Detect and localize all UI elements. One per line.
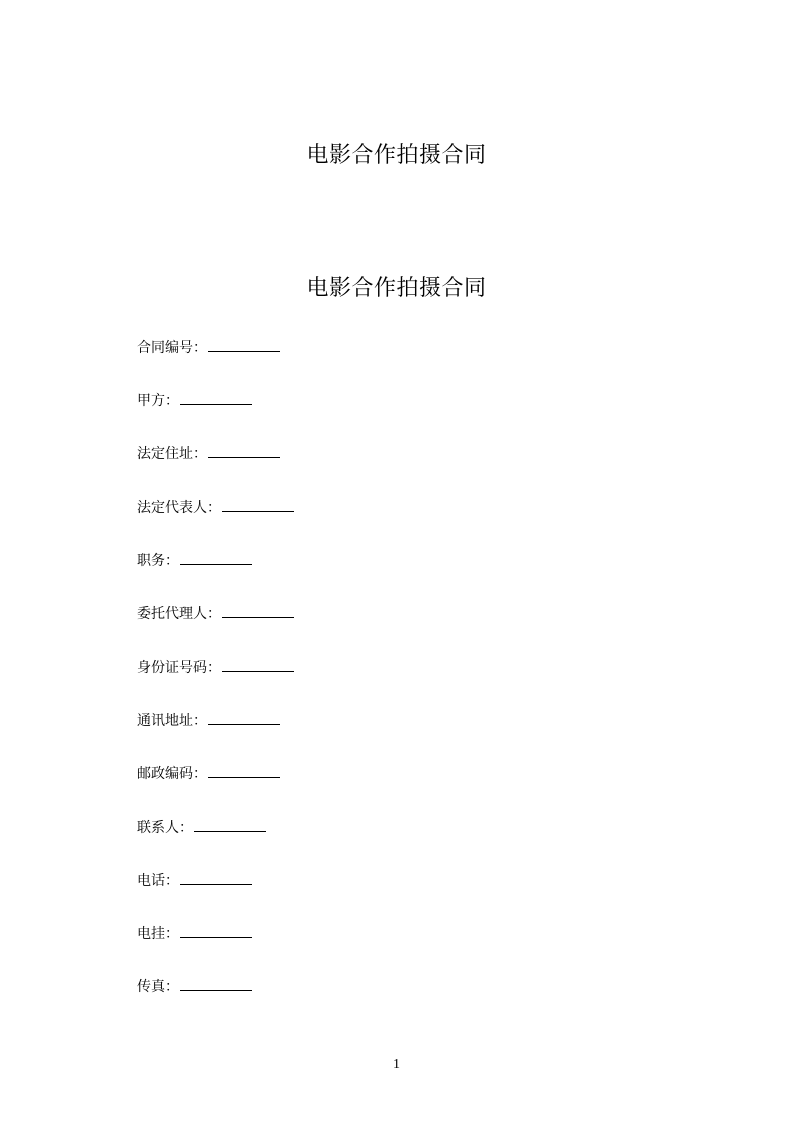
field-telephone bbox=[137, 871, 252, 890]
field-separator: ： bbox=[165, 393, 179, 409]
field-fax bbox=[137, 977, 252, 996]
field-contact-person bbox=[137, 818, 266, 837]
page-number: 1 bbox=[393, 1057, 400, 1072]
field-postal-code bbox=[137, 764, 280, 783]
field-label: 法定代表人 bbox=[137, 500, 207, 516]
document-title: 电影合作拍摄合同 bbox=[306, 276, 487, 301]
field-authorized-agent bbox=[137, 604, 294, 623]
field-label: 法定住址 bbox=[137, 446, 193, 462]
field-id-number bbox=[137, 658, 294, 677]
field-separator: ： bbox=[193, 713, 207, 729]
field-separator: ： bbox=[165, 873, 179, 889]
field-separator: ： bbox=[207, 500, 221, 516]
field-label: 通讯地址 bbox=[137, 713, 193, 729]
fill-in-blank bbox=[208, 711, 280, 725]
field-legal-representative bbox=[137, 498, 294, 517]
field-label: 合同编号 bbox=[137, 340, 193, 356]
fill-in-blank bbox=[180, 391, 252, 405]
field-separator: ： bbox=[207, 660, 221, 676]
fill-in-blank bbox=[180, 977, 252, 991]
field-label: 职务 bbox=[137, 553, 165, 569]
field-separator: ： bbox=[179, 820, 193, 836]
fill-in-blank bbox=[180, 871, 252, 885]
fill-in-blank bbox=[208, 338, 280, 352]
fill-in-blank bbox=[208, 764, 280, 778]
field-label: 身份证号码 bbox=[137, 660, 207, 676]
field-label: 委托代理人 bbox=[137, 606, 207, 622]
field-label: 电挂 bbox=[137, 926, 165, 942]
field-label: 联系人 bbox=[137, 820, 179, 836]
field-separator: ： bbox=[165, 926, 179, 942]
field-separator: ： bbox=[207, 606, 221, 622]
field-label: 传真 bbox=[137, 979, 165, 995]
field-separator: ： bbox=[165, 979, 179, 995]
document-title-top: 电影合作拍摄合同 bbox=[306, 143, 487, 168]
fill-in-blank bbox=[222, 498, 294, 512]
field-contract-number bbox=[137, 338, 280, 357]
fill-in-blank bbox=[180, 551, 252, 565]
fill-in-blank bbox=[194, 818, 266, 832]
field-telegraph bbox=[137, 924, 252, 943]
field-separator: ： bbox=[193, 446, 207, 462]
field-separator: ： bbox=[165, 553, 179, 569]
field-position bbox=[137, 551, 252, 570]
fill-in-blank bbox=[208, 444, 280, 458]
fill-in-blank bbox=[222, 658, 294, 672]
field-label: 电话 bbox=[137, 873, 165, 889]
field-separator: ： bbox=[193, 766, 207, 782]
fill-in-blank bbox=[180, 924, 252, 938]
field-legal-address bbox=[137, 444, 280, 463]
field-label: 甲方 bbox=[137, 393, 165, 409]
field-mailing-address bbox=[137, 711, 280, 730]
field-label: 邮政编码 bbox=[137, 766, 193, 782]
field-separator: ： bbox=[193, 340, 207, 356]
field-party-a bbox=[137, 391, 252, 410]
fill-in-blank bbox=[222, 604, 294, 618]
